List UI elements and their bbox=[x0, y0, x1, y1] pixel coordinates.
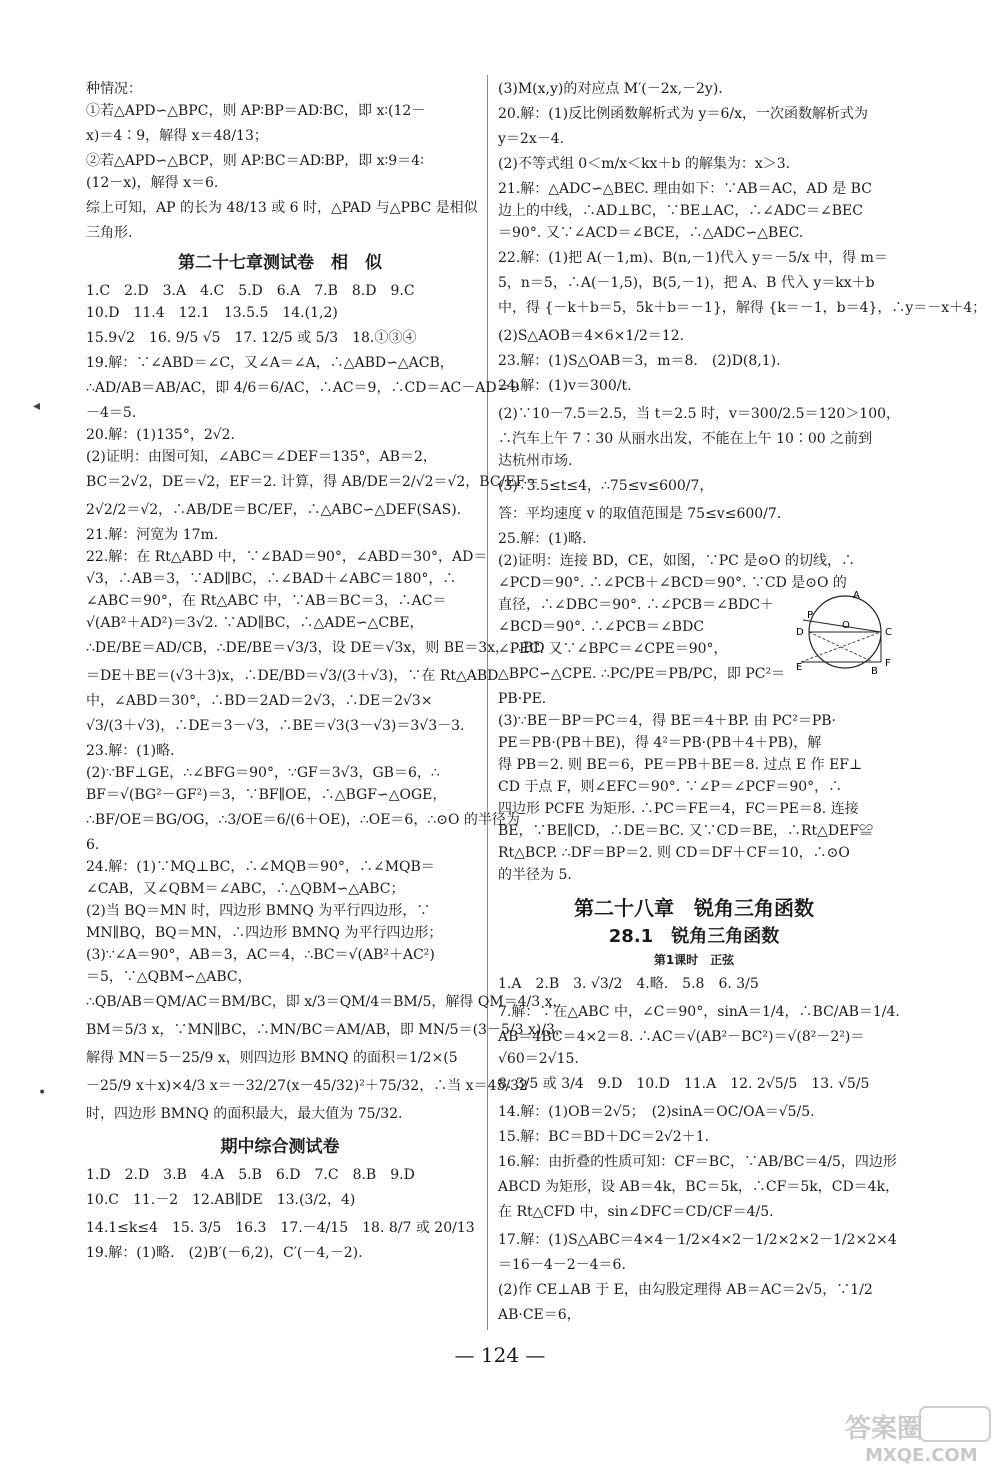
text-line: ②若△APD∽△BCP，则 AP∶BC＝AD∶BP，即 x∶9＝4∶ bbox=[86, 153, 424, 169]
answer-line: 21.解：河宽为 17m. bbox=[86, 527, 219, 543]
answer-line: 6. bbox=[86, 837, 100, 853]
answer-line: AB＝4BC＝4×2＝8. ∴AC＝√(AB²－BC²)＝√(8²－2²)＝ bbox=[498, 1029, 865, 1045]
answer-line: 达杭州市场. bbox=[498, 453, 573, 469]
answer-line: ＝5，∵△QBM∽△ABC， bbox=[86, 969, 252, 985]
answer-line: 1.C 2.D 3.A 4.C 5.D 6.A 7.B 8.D 9.C bbox=[86, 283, 415, 299]
answer-line: 直径，∴∠DBC＝90°. ∴∠PCB＝∠BDC＋ bbox=[498, 597, 775, 613]
label-b: B bbox=[871, 666, 878, 677]
answer-line: PE＝PB·(PB＋BE)，得 4²＝PB·(PB＋4＋PB)，解 bbox=[498, 735, 822, 751]
label-e: E bbox=[796, 662, 803, 673]
answer-line: 四边形 PCFE 为矩形. ∴PC＝FE＝4，FC＝PE＝8. 连接 bbox=[498, 801, 859, 817]
column-divider bbox=[487, 75, 488, 1330]
answer-line: ∠BCD＝90°. ∴∠PCB＝∠BDC bbox=[498, 619, 705, 635]
watermark-logo bbox=[825, 1405, 1000, 1465]
answer-line: 5，n＝5，∴A(－1,5)，B(5,－1)，把 A、B 代入 y＝kx＋b bbox=[498, 275, 875, 291]
label-a: A bbox=[853, 590, 860, 601]
text-line: x)＝4∶9，解得 x＝48/13； bbox=[86, 128, 268, 144]
chapter-27-test-heading: 第二十七章测试卷 相 似 bbox=[178, 253, 382, 273]
answer-line: √(AB²＋AD²)＝3√2. ∵AD∥BC，∴△ADE∽△CBE， bbox=[86, 615, 424, 631]
answer-line: ∠CAB，又∠QBM＝∠ABC，∴△QBM∽△ABC； bbox=[86, 881, 405, 897]
answer-line: (3)∵BE－BP＝PC＝4，得 BE＝4＋BP. 由 PC²＝PB· bbox=[498, 713, 836, 729]
text-line: (12－x)，解得 x＝6. bbox=[86, 175, 219, 191]
answer-line: 得 PB＝2. 则 BE＝6，PE＝PB＋BE＝8. 过点 E 作 EF⊥ bbox=[498, 757, 863, 773]
answer-line: －25/9 x＋x)×4/3 x＝－32/27(x－45/32)²＋75/32，∴当 x＝45/32 bbox=[86, 1078, 528, 1094]
answer-line: (2)证明：连接 BD，CE，如图，∵PC 是⊙O 的切线，∴ bbox=[498, 553, 855, 569]
answer-line: (3)M(x,y)的对应点 M′(－2x,－2y). bbox=[498, 81, 723, 97]
answer-line: －4＝5. bbox=[86, 405, 137, 421]
answer-line: (2)∵10－7.5＝2.5，当 t＝2.5 时，v＝300/2.5＝120＞100， bbox=[498, 406, 901, 422]
label-c: C bbox=[885, 627, 892, 638]
answer-line: y＝2x－4. bbox=[498, 131, 565, 147]
answer-line: 边上的中线，∴AD⊥BC，∵BE⊥AC，∴∠ADC＝∠BEC bbox=[498, 203, 863, 219]
page-number: — 124 — bbox=[454, 1343, 546, 1367]
answer-line: 19.解：∵∠ABD＝∠C，又∠A＝∠A，∴△ABD∽△ACB， bbox=[86, 355, 454, 371]
watermark-url-text: MXQE.COM bbox=[865, 1445, 978, 1466]
answer-line: √3/(3＋√3)，∴DE＝3－√3，∴BE＝√3(3－√3)＝3√3－3. bbox=[86, 718, 465, 734]
answer-line: (3)∵∠A＝90°，AB＝3，AC＝4，∴BC＝√(AB²＋AC²) bbox=[86, 947, 435, 963]
answer-line: 答：平均速度 v 的取值范围是 75≤v≤600/7. bbox=[498, 506, 782, 522]
text-line: 种情况： bbox=[86, 81, 142, 97]
answer-line: AB·CE＝6， bbox=[498, 1307, 581, 1323]
label-o: O bbox=[842, 620, 850, 631]
answer-line: 2√2/2＝√2，∴AB/DE＝BC/EF，∴△ABC∽△DEF(SAS). bbox=[86, 502, 462, 518]
answer-line: 14.解：(1)OB＝2√5； (2)sinA＝OC/OA＝√5/5. bbox=[498, 1104, 815, 1120]
answer-line: 24.解：(1)∵MQ⊥BC，∴∠MQB＝90°，∴∠MQB＝ bbox=[86, 859, 435, 875]
answer-line: Rt△BCP. ∴DF＝BP＝2. 则 CD＝DF＋CF＝10，∴⊙O bbox=[498, 845, 850, 861]
answer-line: PB·PE. bbox=[498, 691, 547, 707]
answer-line: MN∥BQ，BQ＝MN，∴四边形 BMNQ 为平行四边形； bbox=[86, 925, 443, 941]
margin-mark: • bbox=[38, 1085, 47, 1101]
answer-line: ∴汽车上午 7∶30 从丽水出发，不能在上午 10∶00 之前到 bbox=[498, 431, 873, 447]
text-line: 三角形. bbox=[86, 225, 133, 241]
answer-line: BC＝2√2，DE＝√2，EF＝2. 计算，得 AB/DE＝2/√2＝√2，BC/EF＝ bbox=[86, 474, 540, 490]
answer-line: 20.解：(1)反比例函数解析式为 y＝6/x，一次函数解析式为 bbox=[498, 106, 868, 122]
answer-line: △BPC∽△CPE. ∴PC/PE＝PB/PC，即 PC²＝ bbox=[498, 666, 786, 682]
answer-line: ∴DE/BE＝AD/CB，∴DE/BE＝√3/3，设 DE＝√3x，则 BE＝3x，∴BD bbox=[86, 640, 545, 656]
margin-mark: ◂ bbox=[33, 398, 41, 414]
label-f: F bbox=[885, 658, 891, 669]
answer-line: BM＝5/3 x，∵MN∥BC，∴MN/BC＝AM/AB，即 MN/5＝(3－5/3 x)/3， bbox=[86, 1022, 569, 1038]
answer-line: 的半径为 5. bbox=[498, 867, 572, 883]
answer-line: 8. 3/5 或 3/4 9.D 10.D 11.A 12. 2√5/5 13. √5/5 bbox=[498, 1076, 870, 1092]
answer-line: 1.D 2.D 3.B 4.A 5.B 6.D 7.C 8.B 9.D bbox=[86, 1167, 415, 1183]
answer-line: ＝16－4－2－4＝6. bbox=[498, 1257, 626, 1273]
answer-line: 25.解：(1)略. bbox=[498, 531, 587, 547]
answer-line: (2)不等式组 0＜m/x＜kx＋b 的解集为：x＞3. bbox=[498, 156, 791, 172]
answer-line: ∴BF/OE＝BG/OG，∴3/OE＝6/(6＋OE)，∴OE＝6，∴⊙O 的半径为 bbox=[86, 812, 520, 828]
answer-line: ∠PEC. 又∵∠BPC＝∠CPE＝90°， bbox=[498, 641, 728, 657]
answer-line: 24.解：(1)v＝300/t. bbox=[498, 378, 632, 394]
answer-line: ∠ABC＝90°，在 Rt△ABC 中，∵AB＝BC＝3，∴AC＝ bbox=[86, 593, 447, 609]
answer-line: 10.C 11.－2 12.AB∥DE 13.(3/2，4) bbox=[86, 1192, 356, 1208]
answer-line: (3)∵3.5≤t≤4，∴75≤v≤600/7， bbox=[498, 478, 714, 494]
answer-line: 22.解：在 Rt△ABD 中，∵∠BAD＝90°，∠ABD＝30°，AD＝ bbox=[86, 549, 488, 565]
answer-line: 时，四边形 BMNQ 的面积最大，最大值为 75/32. bbox=[86, 1106, 403, 1122]
text-line: 综上可知，AP 的长为 48/13 或 6 时，△PAD 与△PBC 是相似 bbox=[86, 200, 478, 216]
answer-line: 19.解：(1)略. (2)B′(－6,2)，C′(－4,－2). bbox=[86, 1245, 363, 1261]
answer-line: (2)∵BF⊥GE，∴∠BFG＝90°，∵GF＝3√3，GB＝6，∴ bbox=[86, 765, 440, 781]
section-28-1-heading: 28.1 锐角三角函数 bbox=[608, 926, 780, 947]
answer-line: 中，得 {－k＋b＝5，5k＋b＝－1}，解得 {k＝－1，b＝4}，∴y＝－x＋4； bbox=[498, 300, 987, 316]
answer-line: √3，∴AB＝3，∵AD∥BC，∴∠BAD＋∠ABC＝180°，∴ bbox=[86, 571, 457, 587]
answer-line: ABCD 为矩形，设 AB＝4k，BC＝5k，∴CF＝5k，CD＝4k， bbox=[498, 1179, 900, 1195]
answer-line: ∴AD/AB＝AB/AC，即 4/6＝6/AC，∴AC＝9，∴CD＝AC－AD＝9 bbox=[86, 380, 520, 396]
answer-line: 21.解：△ADC∽△BEC. 理由如下：∵AB＝AC，AD 是 BC bbox=[498, 181, 872, 197]
chapter-28-heading: 第二十八章 锐角三角函数 bbox=[574, 896, 814, 920]
answer-line: 23.解：(1)略. bbox=[86, 743, 175, 759]
watermark-cn-text: 答案圈 bbox=[845, 1414, 924, 1444]
answer-line: 中，∠ABD＝30°，∴BD＝2AD＝2√3，∴DE＝2√3× bbox=[86, 693, 433, 709]
watermark-frame bbox=[920, 1407, 990, 1441]
answer-line: 20.解：(1)135°，2√2. bbox=[86, 427, 236, 443]
answer-line: (2)作 CE⊥AB 于 E，由勾股定理得 AB＝AC＝2√5，∵1/2 bbox=[498, 1282, 873, 1298]
answer-line: 23.解：(1)S△OAB＝3，m＝8. (2)D(8,1). bbox=[498, 353, 781, 369]
circle-tangent-figure bbox=[795, 590, 905, 705]
answer-line: BE，∵BE∥CD，∴DE＝BC. 又∵CD＝BE，∴Rt△DEF≌ bbox=[498, 823, 874, 839]
answer-line: 15.解：BC＝BD＋DC＝2√2＋1. bbox=[498, 1129, 710, 1145]
answer-line: 22.解：(1)把 A(－1,m)、B(n,－1)代入 y＝－5/x 中，得 m＝ bbox=[498, 250, 888, 266]
answer-line: ∠PCD＝90°. ∴∠PCB＋∠BCD＝90°. ∵CD 是⊙O 的 bbox=[498, 575, 847, 591]
label-p: P bbox=[807, 610, 814, 621]
segment-ce bbox=[801, 632, 881, 662]
answer-line: (2)S△AOB＝4×6×1/2＝12. bbox=[498, 328, 685, 344]
answer-line: ∴QB/AB＝QM/AC＝BM/BC，即 x/3＝QM/4＝BM/5，解得 QM＝4/3 x， bbox=[86, 994, 567, 1010]
answer-line: (2)当 BQ＝MN 时，四边形 BMNQ 为平行四边形，∵ bbox=[86, 903, 431, 919]
answer-line: 16.解：由折叠的性质可知：CF＝BC，∵AB/BC＝4/5，四边形 bbox=[498, 1154, 897, 1170]
answer-line: 在 Rt△CFD 中，sin∠DFC＝CD/CF＝4/5. bbox=[498, 1204, 774, 1220]
answer-line: BF＝√(BG²－GF²)＝3，∵BF∥OE，∴△BGF∽△OGE， bbox=[86, 787, 447, 803]
text-line: ①若△APD∽△BPC，则 AP∶BP＝AD∶BC，即 x∶(12－ bbox=[86, 103, 426, 119]
answer-line: 15.9√2 16. 9/5 √5 17. 12/5 或 5/3 18.①③④ bbox=[86, 330, 417, 346]
answer-line: ＝90°. 又∵∠ACD＝∠BCE，∴△ADC∽△BEC. bbox=[498, 225, 804, 241]
answer-line: 14.1≤k≤4 15. 3/5 16.3 17.－4/15 18. 8/7 或 20/13 bbox=[86, 1220, 475, 1236]
midterm-test-heading: 期中综合测试卷 bbox=[220, 1137, 340, 1157]
lesson-heading: 第1课时 正弦 bbox=[653, 953, 735, 967]
answer-line: 10.D 11.4 12.1 13.5.5 14.(1,2) bbox=[86, 305, 338, 321]
answer-line: 解得 MN＝5－25/9 x，则四边形 BMNQ 的面积＝1/2×(5 bbox=[86, 1050, 458, 1066]
answer-line: 7.解：∵在△ABC 中，∠C＝90°，sinA＝1/4，∴BC/AB＝1/4. bbox=[498, 1004, 900, 1020]
answer-line: 1.A 2.B 3. √3/2 4.略. 5.8 6. 3/5 bbox=[498, 976, 759, 992]
label-d: D bbox=[796, 627, 804, 638]
answer-line: ＝DE＋BE＝(√3＋3)x，∴DE/BD＝√3/(3＋√3)，∵在 Rt△ABD bbox=[86, 668, 499, 684]
answer-line: 17.解：(1)S△ABC＝4×4－1/2×4×2－1/2×2×2－1/2×2×4 bbox=[498, 1232, 897, 1248]
answer-line: (2)证明：由图可知，∠ABC＝∠DEF＝135°，AB＝2， bbox=[86, 449, 437, 465]
answer-line: CD 于点 F，则∠EFC＝90°. ∵∠P＝∠PCF＝90°，∴ bbox=[498, 779, 843, 795]
answer-line: √60＝2√15. bbox=[498, 1051, 579, 1067]
